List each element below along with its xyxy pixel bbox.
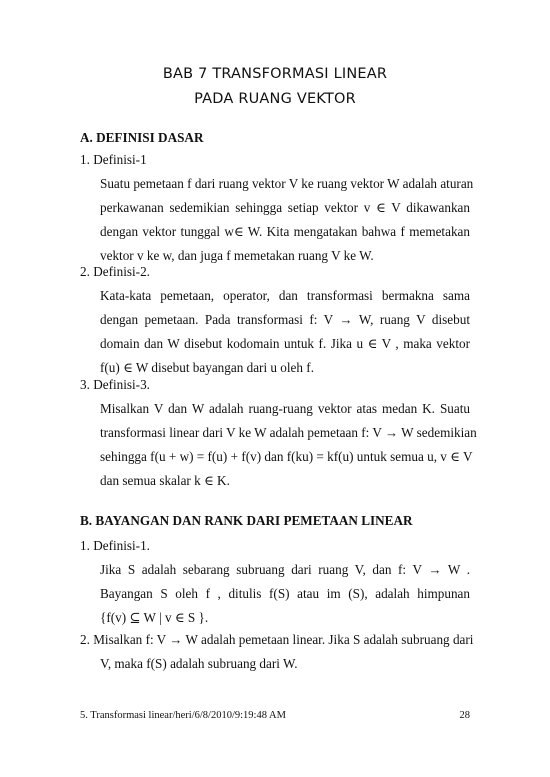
paragraph-line: Bayangan S oleh f , ditulis f(S) atau im (S), adalah himpunan bbox=[100, 586, 470, 601]
definition-2-label: 2. Definisi-2. bbox=[80, 264, 150, 279]
definition-1-label: 1. Definisi-1 bbox=[80, 152, 147, 167]
chapter-title-line-2: PADA RUANG VEKTOR bbox=[194, 91, 356, 107]
paragraph-line: vektor v ke w, dan juga f memetakan ruang V ke W. bbox=[100, 248, 374, 263]
page-footer bbox=[80, 710, 470, 721]
paragraph-line: {f(v) ⊆ W | v ∈ S }. bbox=[100, 610, 209, 625]
paragraph-line: 2. Misalkan f: V → W adalah pemetaan linear. Jika S adalah subruang dari bbox=[80, 632, 474, 647]
definition-3-label: 3. Definisi-3. bbox=[80, 377, 150, 392]
section-b-heading: B. BAYANGAN DAN RANK DARI PEMETAAN LINEAR bbox=[80, 513, 413, 528]
section-a-heading: A. DEFINISI DASAR bbox=[80, 130, 204, 145]
paragraph-line: dengan pemetaan. Pada transformasi f: V → W, ruang V disebut bbox=[100, 312, 470, 327]
page-number: 28 bbox=[459, 710, 470, 721]
paragraph-line: Jika S adalah sebarang subruang dari ruang V, dan f: V → W . bbox=[100, 562, 470, 577]
paragraph-line: dan semua skalar k ∈ K. bbox=[100, 473, 230, 488]
paragraph-line: Suatu pemetaan f dari ruang vektor V ke ruang vektor W adalah aturan bbox=[100, 176, 474, 191]
paragraph-line: transformasi linear dari V ke W adalah pemetaan f: V → W sedemikian bbox=[100, 425, 477, 440]
paragraph-line: Misalkan V dan W adalah ruang-ruang vektor atas medan K. Suatu bbox=[100, 401, 470, 416]
definition-2-paragraph bbox=[100, 284, 470, 380]
definition-3-paragraph bbox=[100, 397, 477, 493]
paragraph-line: sehingga f(u + w) = f(u) + f(v) dan f(ku) = kf(u) untuk semua u, v ∈ V bbox=[100, 449, 473, 464]
paragraph-line: V, maka f(S) adalah subruang dari W. bbox=[100, 656, 298, 671]
definition-1-paragraph bbox=[100, 172, 474, 268]
paragraph-line: perkawanan sedemikian sehingga setiap vektor v ∈ V dikawankan bbox=[100, 200, 470, 215]
section-b-definition-1-label: 1. Definisi-1. bbox=[80, 538, 150, 553]
paragraph-line: domain dan W disebut kodomain untuk f. Jika u ∈ V , maka vektor bbox=[100, 336, 470, 351]
section-b-definition-1-paragraph bbox=[100, 558, 470, 630]
section-b-item-2 bbox=[80, 628, 474, 676]
chapter-title-line-1: BAB 7 TRANSFORMASI LINEAR bbox=[162, 66, 388, 82]
paragraph-line: dengan vektor tunggal w∈ W. Kita mengatakan bahwa f memetakan bbox=[100, 224, 470, 239]
paragraph-line: Kata-kata pemetaan, operator, dan transformasi bermakna sama bbox=[100, 288, 470, 303]
paragraph-line: f(u) ∈ W disebut bayangan dari u oleh f. bbox=[100, 360, 314, 375]
footer-file-info: 5. Transformasi linear/heri/6/8/2010/9:19:48 AM bbox=[80, 710, 286, 721]
